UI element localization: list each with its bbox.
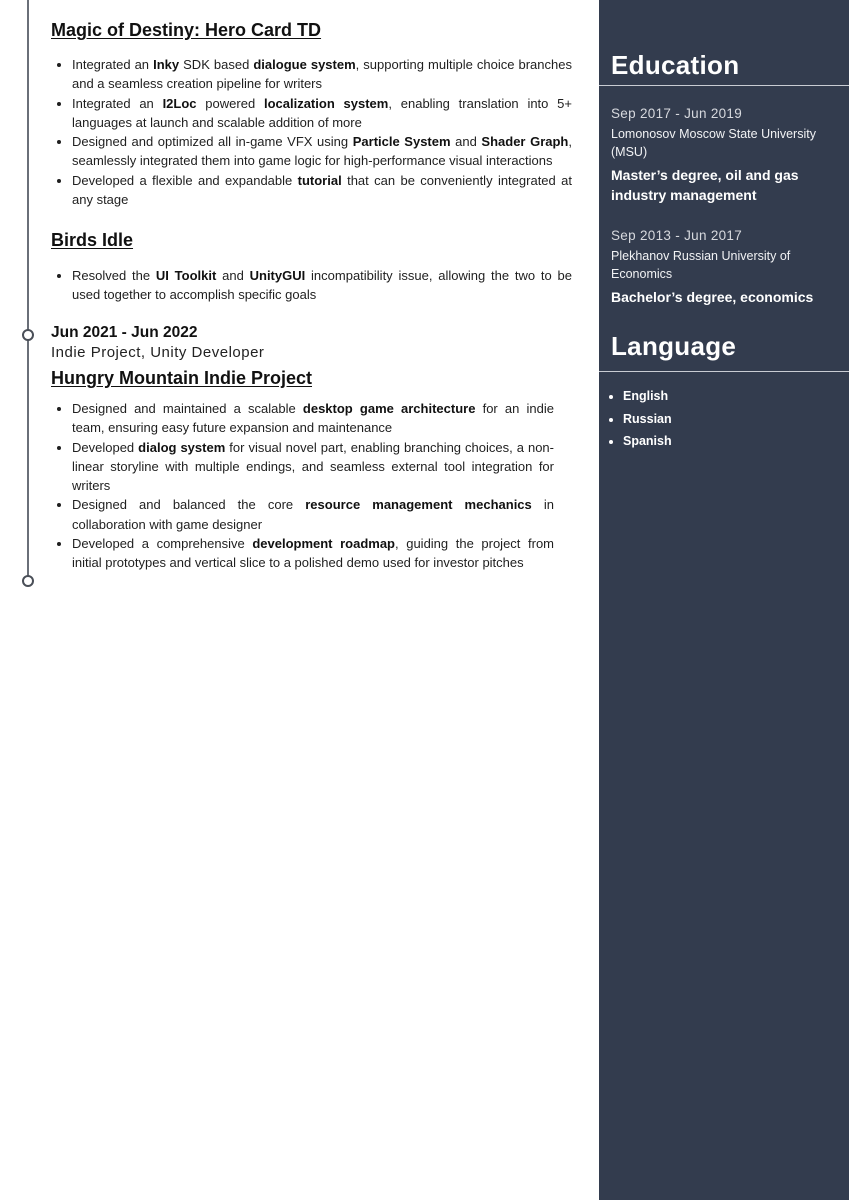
project-title-magic-of-destiny: Magic of Destiny: Hero Card TD [51,20,322,40]
bullet-item [72,438,554,496]
bullet-text: Integrated an [72,57,154,72]
bullet-item [72,55,572,94]
bullet-emphasis: tutorial [297,172,342,188]
education-dates: Sep 2013 - Jun 2017 [611,228,743,243]
timeline-dot-job [22,329,34,341]
project-bullets-magic-of-destiny [51,55,572,209]
bullet-text: Designed and optimized all in-game VFX using [72,134,353,150]
bullet-text: Developed a flexible and expandable [72,172,298,188]
bullet-text: and [216,268,250,283]
bullet-text: Resolved the [72,268,156,283]
education-school: Lomonosov Moscow State University (MSU) [611,127,816,159]
bullet-emphasis: I2Loc [162,95,197,111]
bullet-text: SDK based [179,57,254,72]
bullet-emphasis: UI Toolkit [155,268,217,283]
education-degree: Bachelor’s degree, economics [611,289,814,305]
bullet-text: and [450,134,482,150]
bullet-item [72,495,554,534]
language-item: • English [623,385,672,408]
bullet-emphasis: dialogue system [253,57,356,72]
language-item: • Russian [623,408,672,431]
project-title-hungry-mountain: Hungry Mountain Indie Project [51,368,313,388]
project-title-birds-idle: Birds Idle [51,230,134,250]
bullet-item [72,171,572,210]
bullet-item [72,266,572,305]
bullet-text: for an indie team, ensuring easy future expansion and maintenance [72,401,554,436]
education-heading: Education [611,50,740,80]
bullet-emphasis: development roadmap [252,536,396,552]
language-heading: Language [611,331,737,361]
education-divider [599,85,849,86]
bullet-text: Designed and balanced the core [72,497,306,513]
bullet-text: , supporting multiple choice branches and a seamless creation pipeline for writers [72,57,572,92]
job-role: Indie Project, Unity Developer [51,344,265,361]
bullet-item [72,399,554,438]
timeline-line [27,0,29,582]
project-bullets-birds-idle [51,266,572,305]
education-degree: Master’s degree, oil and gas industry management [611,167,799,203]
bullet-item [72,534,554,573]
bullet-emphasis: Shader Graph [481,134,569,150]
sidebar [599,0,849,1200]
bullet-text: Developed [72,439,139,455]
language-divider [599,371,849,372]
bullet-text: , enabling translation into 5+ languages at launch and scalable addition of more [72,95,573,130]
job-dates: Jun 2021 - Jun 2022 [51,324,198,341]
bullet-emphasis: Inky [153,57,180,72]
bullet-text: that can be conveniently integrated at any stage [72,172,572,208]
bullet-emphasis: Particle System [352,134,451,150]
bullet-text: for visual novel part, enabling branching choices, a non-linear storyline with multiple endings, and seamless external tool integration for writers [72,439,554,494]
project-bullets-hungry-mountain [51,399,554,573]
bullet-text: in collaboration with game designer [72,497,554,532]
bullet-emphasis: resource management mechanics [305,497,532,513]
timeline-dot-end [22,575,34,587]
bullet-item [72,94,572,133]
bullet-text: , guiding the project from initial prototypes and vertical slice to a polished demo used for investor pitches [72,536,555,571]
bullet-text: incompatibility issue, allowing the two to be used together to accomplish specific goals [72,268,572,303]
language-list [611,385,672,453]
education-dates: Sep 2017 - Jun 2019 [611,106,743,121]
bullet-text: Designed and maintained a scalable [72,401,303,416]
bullet-text: , seamlessly integrated them into game logic for high-performance visual interactions [72,134,572,169]
bullet-emphasis: localization system [263,95,389,111]
language-item: • Spanish [623,430,672,453]
bullet-emphasis: desktop game architecture [302,401,476,416]
bullet-item [72,132,572,171]
education-school: Plekhanov Russian University of Economics [611,249,791,281]
bullet-emphasis: UnityGUI [249,268,306,283]
bullet-text: Integrated an [72,95,163,111]
bullet-text: Developed a comprehensive [72,536,253,552]
bullet-emphasis: dialog system [138,439,226,455]
bullet-text: powered [196,95,264,111]
